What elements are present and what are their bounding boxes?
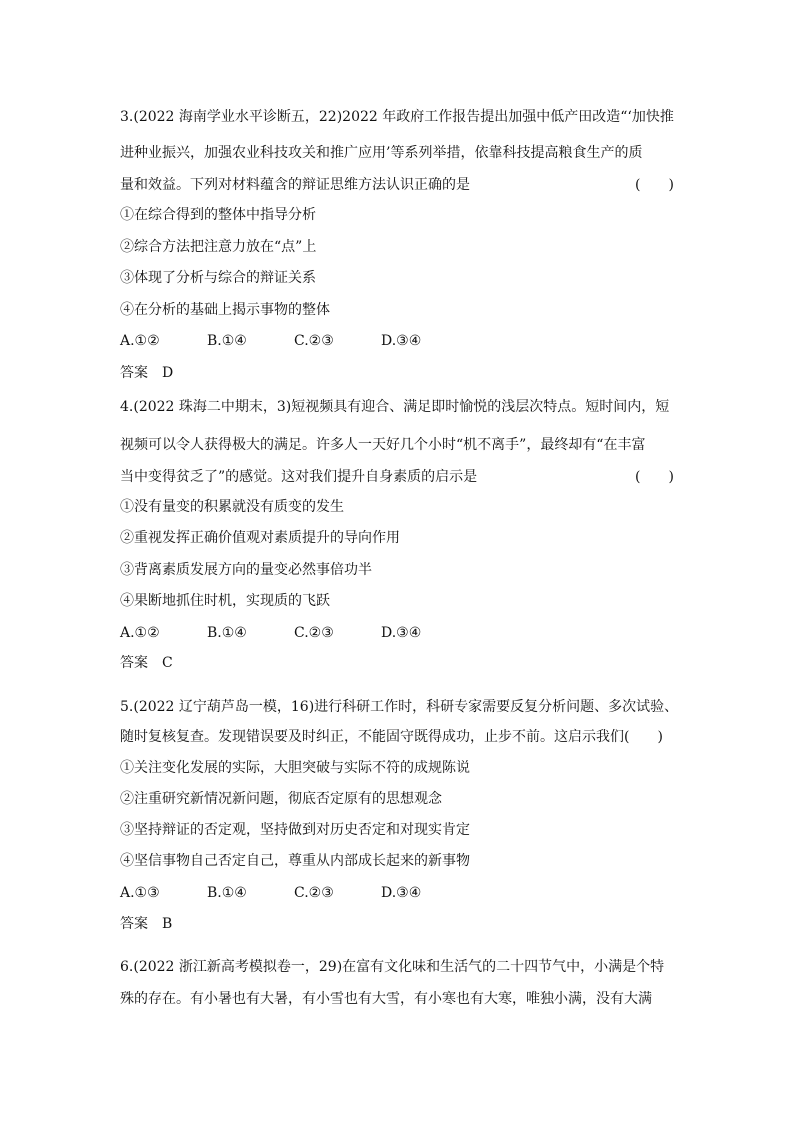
- option-a: A.①②: [120, 333, 160, 349]
- statement-item: ①在综合得到的整体中指导分析: [120, 207, 316, 223]
- option-b: B.①④: [207, 625, 247, 641]
- question-stem-line: 进种业振兴，加强农业科技攻关和推广应用’等系列举措，依靠科技提高粮食生产的质: [120, 145, 643, 161]
- option-b: B.①④: [207, 333, 247, 349]
- answer-label: 答案: [120, 365, 148, 381]
- answer-line: [120, 915, 172, 933]
- option-c: C.②③: [294, 333, 334, 349]
- question-stem-line: 3.(2022 海南学业水平诊断五，22)2022 年政府工作报告提出加强中低产田改造“‘加快推: [120, 109, 674, 125]
- option-a: A.①③: [120, 885, 160, 901]
- answer-blank: ( ): [635, 469, 674, 485]
- statement-item: ③体现了分析与综合的辩证关系: [120, 270, 316, 286]
- question-stem-line: 6.(2022 浙江新高考模拟卷一，29)在富有文化味和生活气的二十四节气中，小满是个特: [120, 959, 665, 975]
- question-stem-line: 量和效益。下列对材料蕴含的辩证思维方法认识正确的是: [120, 177, 470, 193]
- statement-item: ④坚信事物自己否定自己，尊重从内部成长起来的新事物: [120, 853, 470, 869]
- question-stem-line: 随时复核复查。发现错误要及时纠正，不能固守既得成功，止步不前。这启示我们( ): [120, 729, 663, 745]
- answer-line: [120, 364, 173, 382]
- answer-line: [120, 654, 173, 672]
- answer-value: C: [162, 655, 173, 671]
- answer-blank: ( ): [635, 177, 674, 193]
- statement-item: ③背离素质发展方向的量变必然事倍功半: [120, 562, 372, 578]
- statement-item: ③坚持辩证的否定观，坚持做到对历史否定和对现实肯定: [120, 822, 470, 838]
- option-d: D.③④: [381, 885, 422, 901]
- option-b: B.①④: [207, 885, 247, 901]
- question-stem-line: 殊的存在。有小暑也有大暑，有小雪也有大雪，有小寒也有大寒，唯独小满，没有大满: [120, 991, 652, 1007]
- statement-item: ②综合方法把注意力放在“点”上: [120, 239, 317, 255]
- option-a: A.①②: [120, 625, 160, 641]
- question-stem-line: 视频可以令人获得极大的满足。许多人一天好几个小时“机不离手”，最终却有“在丰富: [120, 437, 646, 453]
- option-c: C.②③: [294, 625, 334, 641]
- answer-label: 答案: [120, 655, 148, 671]
- statement-item: ④在分析的基础上揭示事物的整体: [120, 302, 330, 318]
- option-d: D.③④: [381, 625, 422, 641]
- statement-item: ②注重研究新情况新问题，彻底否定原有的思想观念: [120, 791, 442, 807]
- answer-value: D: [162, 365, 174, 381]
- option-d: D.③④: [381, 333, 422, 349]
- question-stem-line: 5.(2022 辽宁葫芦岛一模，16)进行科研工作时，科研专家需要反复分析问题、多次试验、: [120, 699, 679, 715]
- statement-item: ①没有量变的积累就没有质变的发生: [120, 499, 344, 515]
- answer-label: 答案: [120, 916, 148, 932]
- answer-options: [120, 332, 468, 350]
- statement-item: ①关注变化发展的实际，大胆突破与实际不符的成规陈说: [120, 760, 470, 776]
- answer-options: [120, 624, 468, 642]
- question-stem-line: 当中变得贫乏了”的感觉。这对我们提升自身素质的启示是: [120, 469, 478, 485]
- question-stem-line: 4.(2022 珠海二中期末，3)短视频具有迎合、满足即时愉悦的浅层次特点。短时间内，短: [120, 399, 670, 415]
- statement-item: ④果断地抓住时机，实现质的飞跃: [120, 593, 330, 609]
- option-c: C.②③: [294, 885, 334, 901]
- answer-options: [120, 884, 468, 902]
- statement-item: ②重视发挥正确价值观对素质提升的导向作用: [120, 530, 400, 546]
- answer-value: B: [162, 916, 173, 932]
